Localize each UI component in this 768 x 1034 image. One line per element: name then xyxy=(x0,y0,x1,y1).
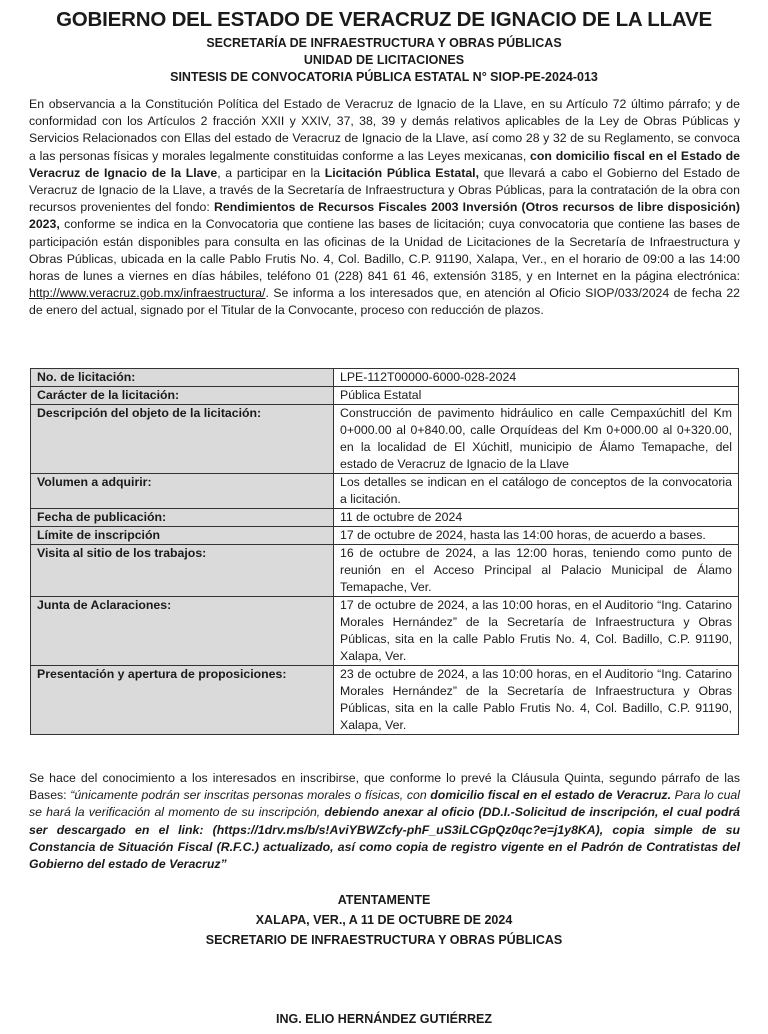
row-value: 17 de octubre de 2024, hasta las 14:00 horas, de acuerdo a bases. xyxy=(334,527,739,545)
note-text-1: Se hace del conocimiento a los interesados en inscribirse, que conforme lo prevé la Cláusula Quinta, segundo párrafo de las Bases: xyxy=(29,771,740,803)
table-row xyxy=(31,369,739,387)
row-label: Límite de inscripción xyxy=(31,527,334,545)
intro-text-2: , a participar en la xyxy=(217,165,325,180)
table-row xyxy=(31,597,739,666)
closing-position: SECRETARIO DE INFRAESTRUCTURA Y OBRAS PÚBLICAS xyxy=(205,933,563,947)
row-label: Fecha de publicación: xyxy=(31,509,334,527)
closing-place-date: XALAPA, VER., A 11 DE OCTUBRE DE 2024 xyxy=(255,913,513,927)
intro-text-3: que llevará a cabo el Gobierno del Estado de Veracruz de Ignacio de la Llave, a través de la Secretaría de Infraestructura y Obras Públicas, para la contratación de la obra con recursos provenientes del fondo: xyxy=(29,165,740,215)
closing-atentamente: ATENTAMENTE xyxy=(337,893,431,907)
table-row xyxy=(31,545,739,597)
table-row xyxy=(31,387,739,405)
intro-bold-domicilio: con domicilio fiscal en el Estado de Veracruz de Ignacio de la Llave xyxy=(29,148,741,180)
inscription-note xyxy=(29,770,740,873)
note-italic-2: Para lo cual se hará la verificación al momento de su inscripción, xyxy=(29,788,740,820)
row-value: 16 de octubre de 2024, a las 12:00 horas, teniendo como punto de reunión en el Acceso Principal al Palacio Municipal de Álamo Temapache, Ver. xyxy=(334,545,739,597)
row-value: Construcción de pavimento hidráulico en calle Cempaxúchitl del Km 0+000.00 al 0+840.00, calle Orquídeas del Km 0+000.00 al 0+320.00, en la localidad de El Xúchitl, municipio de Álamo Temapache, del estado de Veracruz de Ignacio de la Llave xyxy=(334,405,739,474)
note-italic-1: “únicamente podrán ser inscritas personas morales o físicas, con xyxy=(70,788,431,803)
intro-bold-fondo: Rendimientos de Recursos Fiscales 2003 Inversión (Otros recursos de libre disposición) 2023, xyxy=(29,200,740,232)
row-label: Presentación y apertura de proposiciones: xyxy=(31,666,334,735)
row-value: 17 de octubre de 2024, a las 10:00 horas, en el Auditorio “Ing. Catarino Morales Hernández” de la Secretaría de Infraestructura y Obras Públicas, sita en la calle Pablo Frutis No. 4, Col. Badillo, C.P. 91190, Xalapa, Ver. xyxy=(334,597,739,666)
row-label: Junta de Aclaraciones: xyxy=(31,597,334,666)
note-bold-italic-1: domicilio fiscal en el estado de Veracruz. xyxy=(430,788,671,803)
licitacion-table xyxy=(30,368,739,735)
table-row xyxy=(31,405,739,474)
intro-text-4: conforme se indica en la Convocatoria que contiene las bases de licitación; cuya convocatoria que contiene las bases de participación están disponibles para consulta en las oficinas de la Unidad de Licitaciones de la Secretaría de Infraestructura y Obras Públicas, ubicada en la calle Pablo Frutis No. 4, Col. Badillo, C.P. 91190, Xalapa, Ver., en el horario de 09:00 a las 14:00 horas de lunes a viernes en días hábiles, teléfono 01 (228) 841 61 46, extensión 3185, y en Internet en la página electrónica: xyxy=(29,217,740,284)
convocatoria-heading: SINTESIS DE CONVOCATORIA PÚBLICA ESTATAL N° SIOP-PE-2024-013 xyxy=(170,70,598,84)
government-title: GOBIERNO DEL ESTADO DE VERACRUZ DE IGNACIO DE LA LLAVE xyxy=(56,8,712,31)
note-bold-italic-2: debiendo anexar al oficio (DD.I.-Solicitud de inscripción, el cual podrá ser descargado en el link: (https://1drv.ms/b/s!AviYBWZcfy-phF_uS3iLCGpQz0qc?e=j1y8KA), copia simple de su Constancia de Situación Fiscal (R.F.C.) actualizado, así como copia de registro vigente en el Padrón de Contratistas del Gobierno del estado de Veracruz” xyxy=(29,805,740,872)
intro-paragraph xyxy=(29,96,740,320)
secretaria-heading: SECRETARÍA DE INFRAESTRUCTURA Y OBRAS PÚBLICAS xyxy=(206,36,562,50)
row-value: Los detalles se indican en el catálogo de conceptos de la convocatoria a licitación. xyxy=(334,474,739,509)
table-row xyxy=(31,509,739,527)
row-label: No. de licitación: xyxy=(31,369,334,387)
table-row xyxy=(31,527,739,545)
signatory-name: ING. ELIO HERNÁNDEZ GUTIÉRREZ xyxy=(276,1012,492,1026)
table-row xyxy=(31,666,739,735)
row-label: Carácter de la licitación: xyxy=(31,387,334,405)
row-value: LPE-112T00000-6000-028-2024 xyxy=(334,369,739,387)
table-row xyxy=(31,474,739,509)
intro-bold-licitacion: Licitación Pública Estatal, xyxy=(324,165,479,180)
row-value: 23 de octubre de 2024, a las 10:00 horas, en el Auditorio “Ing. Catarino Morales Hernández” de la Secretaría de Infraestructura y Obras Públicas, sita en la calle Pablo Frutis No. 4, Col. Badillo, C.P. 91190, Xalapa, Ver. xyxy=(334,666,739,735)
unidad-heading: UNIDAD DE LICITACIONES xyxy=(303,53,465,67)
intro-text-5: . Se informa a los interesados que, en atención al Oficio SIOP/033/2024 de fecha 22 de enero del actual, signado por el Titular de la Convocante, proceso con reducción de plazos. xyxy=(29,286,740,318)
row-label: Visita al sitio de los trabajos: xyxy=(31,545,334,597)
website-link[interactable]: http://www.veracruz.gob.mx/infraestructura/ xyxy=(29,286,266,301)
intro-text-1: En observancia a la Constitución Política del Estado de Veracruz de Ignacio de la Llave, en su Artículo 72 último párrafo; y de conformidad con los Artículos 2 fracción XXII y XXIV, 37, 38, 39 y demás relativos aplicables de la Ley de Obras Públicas y Servicios Relacionados con Ellas del estado de Veracruz de Ignacio de la Llave, así como 28 y 32 de su Reglamento, se convoca a las personas físicas y morales legalmente constituidas conforme a las Leyes mexicanas, xyxy=(29,97,740,163)
row-value: 11 de octubre de 2024 xyxy=(334,509,739,527)
row-label: Descripción del objeto de la licitación: xyxy=(31,405,334,474)
row-label: Volumen a adquirir: xyxy=(31,474,334,509)
row-value: Pública Estatal xyxy=(334,387,739,405)
